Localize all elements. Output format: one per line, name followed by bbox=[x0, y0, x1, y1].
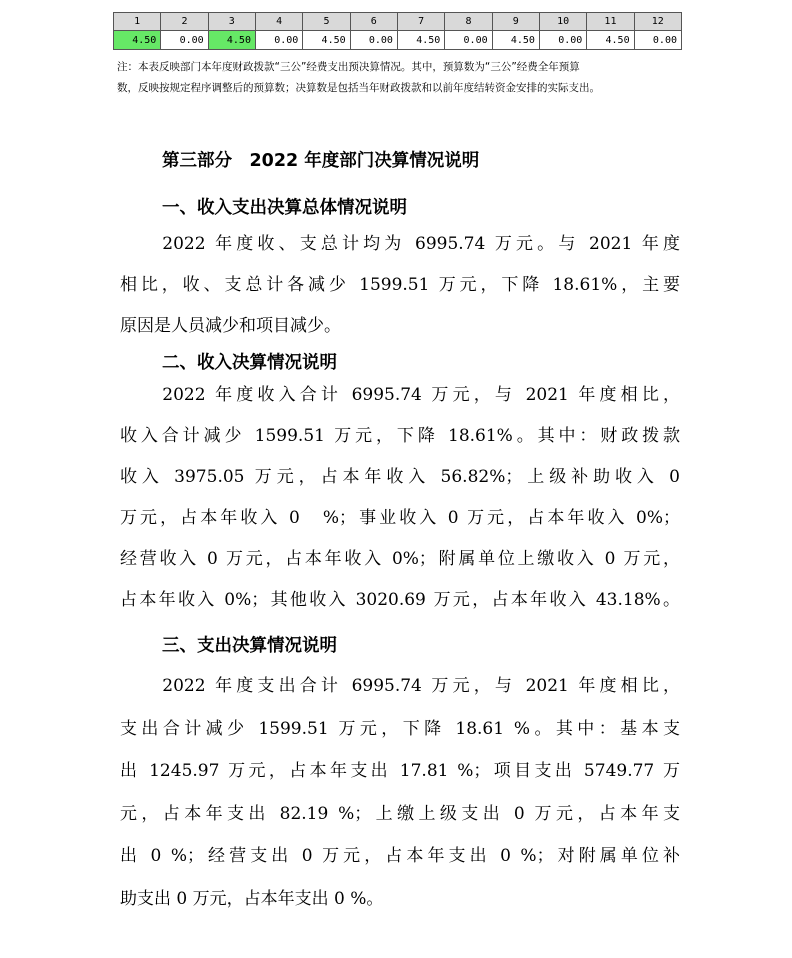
value-cell: 0.00 bbox=[634, 31, 681, 50]
paragraph-line: 收入合计减少 1599.51 万元，下降 18.61%。其中：财政拨款 bbox=[120, 426, 680, 446]
header-cell: 10 bbox=[539, 13, 586, 31]
section-heading-income: 二、收入决算情况说明 bbox=[162, 353, 337, 373]
header-cell: 12 bbox=[634, 13, 681, 31]
header-cell: 9 bbox=[492, 13, 539, 31]
paragraph-line: 2022 年度支出合计 6995.74 万元，与 2021 年度相比， bbox=[120, 676, 680, 696]
paragraph-line: 万元，占本年收入 0 %；事业收入 0 万元，占本年收入 0%； bbox=[120, 508, 680, 528]
value-cell: 4.50 bbox=[492, 31, 539, 50]
header-cell: 2 bbox=[161, 13, 208, 31]
section-heading-overall: 一、收入支出决算总体情况说明 bbox=[162, 198, 407, 218]
paragraph-line: 出 1245.97 万元，占本年支出 17.81 %；项目支出 5749.77 万 bbox=[120, 761, 680, 781]
value-cell: 0.00 bbox=[539, 31, 586, 50]
value-cell: 4.50 bbox=[587, 31, 634, 50]
value-cell: 0.00 bbox=[445, 31, 492, 50]
header-cell: 3 bbox=[208, 13, 255, 31]
note-line: 数，反映按规定程序调整后的预算数；决算数是包括当年财政拨款和以前年度结转资金安排的实际支出。 bbox=[117, 82, 600, 94]
section-body-income bbox=[120, 375, 680, 621]
value-cell: 0.00 bbox=[161, 31, 208, 50]
paragraph-line: 2022 年度收入合计 6995.74 万元，与 2021 年度相比， bbox=[120, 385, 680, 405]
table-value-row bbox=[114, 31, 682, 50]
paragraph-line: 相比，收、支总计各减少 1599.51 万元，下降 18.61%，主要 bbox=[120, 275, 680, 295]
section-body-expense bbox=[120, 665, 680, 920]
paragraph-line: 支出合计减少 1599.51 万元，下降 18.61 %。其中：基本支 bbox=[120, 718, 680, 739]
value-cell: 0.00 bbox=[255, 31, 302, 50]
paragraph-line: 经营收入 0 万元，占本年收入 0%；附属单位上缴收入 0 万元， bbox=[120, 549, 680, 569]
header-cell: 1 bbox=[114, 13, 161, 31]
header-cell: 11 bbox=[587, 13, 634, 31]
paragraph-line: 元，占本年支出 82.19 %；上缴上级支出 0 万元，占本年支 bbox=[120, 803, 680, 824]
table-header-row bbox=[114, 13, 682, 31]
value-cell: 4.50 bbox=[114, 31, 161, 50]
three-public-expense-table bbox=[113, 12, 682, 50]
part-title: 第三部分 2022 年度部门决算情况说明 bbox=[162, 151, 480, 171]
value-cell: 4.50 bbox=[303, 31, 350, 50]
value-cell: 4.50 bbox=[208, 31, 255, 50]
header-cell: 7 bbox=[397, 13, 444, 31]
paragraph-line: 出 0 %；经营支出 0 万元，占本年支出 0 %；对附属单位补 bbox=[120, 846, 680, 866]
header-cell: 5 bbox=[303, 13, 350, 31]
paragraph-line: 原因是人员减少和项目减少。 bbox=[120, 316, 341, 336]
section-body-overall bbox=[120, 224, 680, 347]
paragraph-line: 2022 年度收、支总计均为 6995.74 万元。与 2021 年度 bbox=[120, 234, 680, 254]
paragraph-line: 助支出 0 万元，占本年支出 0 %。 bbox=[120, 888, 384, 909]
paragraph-line: 占本年收入 0%；其他收入 3020.69 万元，占本年收入 43.18%。 bbox=[120, 590, 680, 610]
header-cell: 6 bbox=[350, 13, 397, 31]
header-cell: 4 bbox=[255, 13, 302, 31]
table-note bbox=[117, 57, 687, 99]
value-cell: 4.50 bbox=[397, 31, 444, 50]
value-cell: 0.00 bbox=[350, 31, 397, 50]
section-heading-expense: 三、支出决算情况说明 bbox=[162, 636, 337, 656]
header-cell: 8 bbox=[445, 13, 492, 31]
paragraph-line: 收入 3975.05 万元，占本年收入 56.82%；上级补助收入 0 bbox=[120, 467, 680, 487]
note-line: 注：本表反映部门本年度财政拨款“三公”经费支出预决算情况。其中，预算数为“三公”经费全年预算 bbox=[117, 61, 580, 73]
